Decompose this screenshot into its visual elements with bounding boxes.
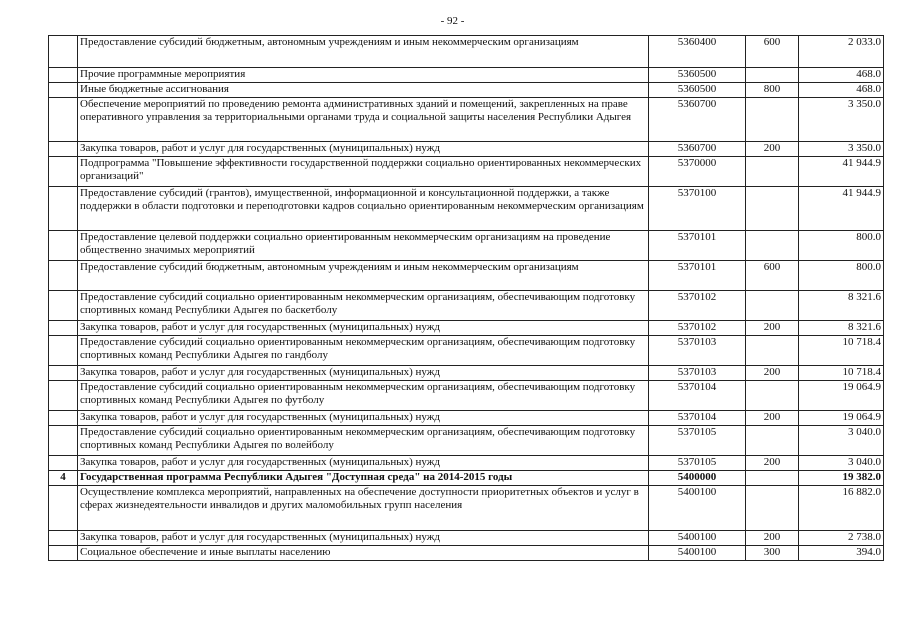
row-code: 5370104 [649,381,746,411]
row-number [49,231,78,261]
row-code: 5400000 [649,471,746,486]
row-type: 800 [746,83,799,98]
table-row [49,157,884,187]
row-sum: 19 064.9 [799,381,884,411]
table-row [49,261,884,291]
table-row [49,456,884,471]
row-type [746,426,799,456]
row-sum: 800.0 [799,261,884,291]
row-code: 5370103 [649,336,746,366]
row-code: 5360500 [649,68,746,83]
row-code: 5370101 [649,261,746,291]
table-row [49,411,884,426]
row-code: 5360500 [649,83,746,98]
row-type: 600 [746,36,799,68]
row-number [49,411,78,426]
row-number [49,83,78,98]
row-name: Предоставление субсидий (грантов), имущественной, информационной и консультационной поддержки, а также поддержки в области подготовки и переподготовки кадров социально ориентированным некоммерческим организациям [78,187,649,231]
row-name: Предоставление субсидий социально ориентированным некоммерческим организациям, обеспечивающим подготовку спортивных команд Республики Адыгея по волейболу [78,426,649,456]
row-name: Предоставление субсидий социально ориентированным некоммерческим организациям, обеспечивающим подготовку спортивных команд Республики Адыгея по футболу [78,381,649,411]
row-name: Предоставление субсидий бюджетным, автономным учреждениям и иным некоммерческим организациям [78,36,649,68]
row-sum: 3 040.0 [799,456,884,471]
row-code: 5370000 [649,157,746,187]
row-sum: 3 350.0 [799,98,884,142]
table-row [49,366,884,381]
row-type [746,231,799,261]
row-sum: 8 321.6 [799,291,884,321]
row-type: 300 [746,546,799,561]
row-type [746,381,799,411]
row-type [746,336,799,366]
row-sum: 10 718.4 [799,336,884,366]
row-name: Социальное обеспечение и иные выплаты населению [78,546,649,561]
table-row [49,231,884,261]
row-number: 4 [49,471,78,486]
row-name: Закупка товаров, работ и услуг для государственных (муниципальных) нужд [78,456,649,471]
row-number [49,98,78,142]
row-sum: 468.0 [799,68,884,83]
row-name: Осуществление комплекса мероприятий, направленных на обеспечение доступности приоритетных объектов и услуг в сферах жизнедеятельности инвалидов и других маломобильных групп населения [78,486,649,531]
row-number [49,36,78,68]
row-name: Государственная программа Республики Адыгея "Доступная среда" на 2014-2015 годы [78,471,649,486]
row-name: Предоставление субсидий социально ориентированным некоммерческим организациям, обеспечивающим подготовку спортивных команд Республики Адыгея по баскетболу [78,291,649,321]
row-number [49,142,78,157]
row-type: 600 [746,261,799,291]
row-type: 200 [746,366,799,381]
row-number [49,261,78,291]
row-type: 200 [746,142,799,157]
table-row [49,486,884,531]
row-type [746,68,799,83]
row-name: Обеспечение мероприятий по проведению ремонта административных зданий и помещений, закрепленных на праве оперативного управления за территориальными органами труда и социальной защиты населения Республики Адыгея [78,98,649,142]
row-type [746,291,799,321]
row-sum: 10 718.4 [799,366,884,381]
row-type: 200 [746,411,799,426]
row-number [49,291,78,321]
row-code: 5370101 [649,231,746,261]
row-name: Предоставление субсидий социально ориентированным некоммерческим организациям, обеспечивающим подготовку спортивных команд Республики Адыгея по гандболу [78,336,649,366]
row-type [746,157,799,187]
table-row [49,381,884,411]
row-number [49,531,78,546]
row-sum: 16 882.0 [799,486,884,531]
row-sum: 41 944.9 [799,157,884,187]
table-row [49,98,884,142]
row-code: 5370102 [649,291,746,321]
row-name: Закупка товаров, работ и услуг для государственных (муниципальных) нужд [78,321,649,336]
row-name: Закупка товаров, работ и услуг для государственных (муниципальных) нужд [78,142,649,157]
row-sum: 8 321.6 [799,321,884,336]
table-row [49,68,884,83]
row-type: 200 [746,531,799,546]
row-sum: 3 040.0 [799,426,884,456]
row-type [746,98,799,142]
budget-table [48,35,884,561]
table-row [49,336,884,366]
page-number: - 92 - [440,15,465,27]
row-name: Предоставление целевой поддержки социально ориентированным некоммерческим организациям на проведение общественно значимых мероприятий [78,231,649,261]
row-code: 5400100 [649,531,746,546]
row-type: 200 [746,456,799,471]
row-sum: 2 033.0 [799,36,884,68]
row-type [746,486,799,531]
row-name: Закупка товаров, работ и услуг для государственных (муниципальных) нужд [78,366,649,381]
row-code: 5400100 [649,546,746,561]
row-number [49,187,78,231]
row-number [49,486,78,531]
row-name: Иные бюджетные ассигнования [78,83,649,98]
table-row [49,142,884,157]
row-name: Подпрограмма "Повышение эффективности государственной поддержки социально ориентированных некоммерческих организаций" [78,157,649,187]
table-row [49,83,884,98]
table-row [49,546,884,561]
row-name: Закупка товаров, работ и услуг для государственных (муниципальных) нужд [78,531,649,546]
row-code: 5400100 [649,486,746,531]
row-code: 5360700 [649,98,746,142]
row-number [49,321,78,336]
row-code: 5370103 [649,366,746,381]
row-sum: 19 382.0 [799,471,884,486]
row-number [49,68,78,83]
row-number [49,157,78,187]
row-code: 5370105 [649,426,746,456]
row-type [746,471,799,486]
row-code: 5360700 [649,142,746,157]
row-code: 5370100 [649,187,746,231]
row-sum: 41 944.9 [799,187,884,231]
row-code: 5360400 [649,36,746,68]
table-row [49,426,884,456]
row-name: Прочие программные мероприятия [78,68,649,83]
row-number [49,381,78,411]
row-type [746,187,799,231]
table-row [49,36,884,68]
row-code: 5370105 [649,456,746,471]
table-row [49,531,884,546]
row-number [49,426,78,456]
row-number [49,366,78,381]
row-name: Предоставление субсидий бюджетным, автономным учреждениям и иным некоммерческим организациям [78,261,649,291]
table-row [49,471,884,486]
row-number [49,546,78,561]
row-sum: 800.0 [799,231,884,261]
row-sum: 394.0 [799,546,884,561]
row-type: 200 [746,321,799,336]
table-row [49,321,884,336]
row-sum: 3 350.0 [799,142,884,157]
row-number [49,336,78,366]
row-sum: 468.0 [799,83,884,98]
table-row [49,187,884,231]
row-code: 5370104 [649,411,746,426]
row-name: Закупка товаров, работ и услуг для государственных (муниципальных) нужд [78,411,649,426]
row-number [49,456,78,471]
row-code: 5370102 [649,321,746,336]
row-sum: 19 064.9 [799,411,884,426]
table-row [49,291,884,321]
row-sum: 2 738.0 [799,531,884,546]
